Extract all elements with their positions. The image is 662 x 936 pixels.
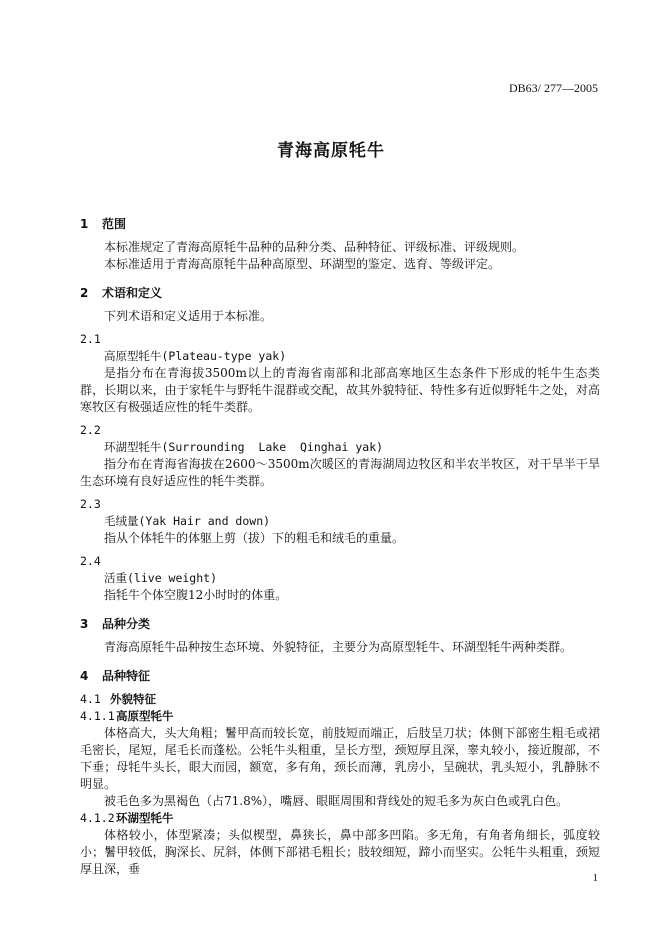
term-definition: 指分布在青海省海拔在2600～3500m次暖区的青海湖周边牧区和半农半牧区，对干旱半干旱生态环境有良好适应性的牦牛类群。 [80,457,600,488]
standard-code: DB63/ 277—2005 [508,81,598,95]
term-name: 毛绒量(Yak Hair and down) [104,514,271,528]
subsection-4-1-heading: 4.1 外貌特征 [80,692,156,706]
subsection-4-1-2-heading: 4.1.2环湖型牦牛 [80,811,174,825]
section-1-heading: 1 范围 [80,217,127,231]
section-1-paragraph: 本标准规定了青海高原牦牛品种的品种分类、品种特征、评级标准、评级规则。 [104,240,525,254]
term-number: 2.4 [80,554,101,568]
subsection-4-1-2-paragraph: 体格较小，体型紧凑；头似楔型，鼻狭长，鼻中部多凹陷。多无角，有角者角细长，弧度较小；鬐甲较低，胸深长、尻斜，体侧下部裙毛粗长；肢较细短，蹄小而坚实。公牦牛头粗重，颈短厚且深，垂 [80,828,600,876]
page-title: 青海高原牦牛 [277,141,385,161]
term-number: 2.2 [80,423,101,437]
section-2-intro: 下列术语和定义适用于本标准。 [104,309,273,323]
subsection-4-1-1-heading: 4.1.1高原型牦牛 [80,709,174,723]
term-number: 2.3 [80,497,101,511]
term-definition: 是指分布在青海拔3500m以上的青海省南部和北部高寒地区生态条件下形成的牦牛生态类群，长期以来，由于家牦牛与野牦牛混群或交配，故其外貌特征、特性多有近似野牦牛之处，对高寒牧区有极强适应性的牦牛类群。 [80,366,600,414]
document-body [80,216,600,878]
subsection-4-1-1-paragraph: 体格高大，头大角粗；鬐甲高而较长宽，前肢短而端正，后肢呈刀状；体侧下部密生粗毛或裙毛密长，尾短，尾毛长而蓬松。公牦牛头粗重，呈长方型，颈短厚且深，睾丸较小，接近腹部，不下垂；母牦牛头长，眼大而园，额宽，多有角，颈长而薄，乳房小，呈碗状，乳头短小，乳静脉不明显。 [80,726,600,791]
section-2-heading: 2 术语和定义 [80,286,163,300]
term-name: 环湖型牦牛(Surrounding Lake Qinghai yak) [104,440,384,454]
subsection-4-1-1-paragraph: 被毛色多为黑褐色（占71.8%），嘴唇、眼眶周围和背线处的短毛多为灰白色或乳白色。 [104,794,569,808]
term-definition: 指牦牛个体空腹12小时时的体重。 [104,588,288,602]
section-3-paragraph: 青海高原牦牛品种按生态环境、外貌特征，主要分为高原型牦牛、环湖型牦牛两种类群。 [104,640,573,654]
section-1-paragraph: 本标准适用于青海高原牦牛品种高原型、环湖型的鉴定、选育、等级评定。 [104,257,501,271]
page-number: 1 [592,872,598,884]
term-number: 2.1 [80,332,101,346]
section-3-heading: 3 品种分类 [80,617,151,631]
term-name: 活重(live weight) [104,571,218,585]
term-name: 高原型牦牛(Plateau-type yak) [104,349,287,363]
section-4-heading: 4 品种特征 [80,669,151,683]
term-definition: 指从个体牦牛的体躯上剪（拔）下的粗毛和绒毛的重量。 [104,531,405,545]
